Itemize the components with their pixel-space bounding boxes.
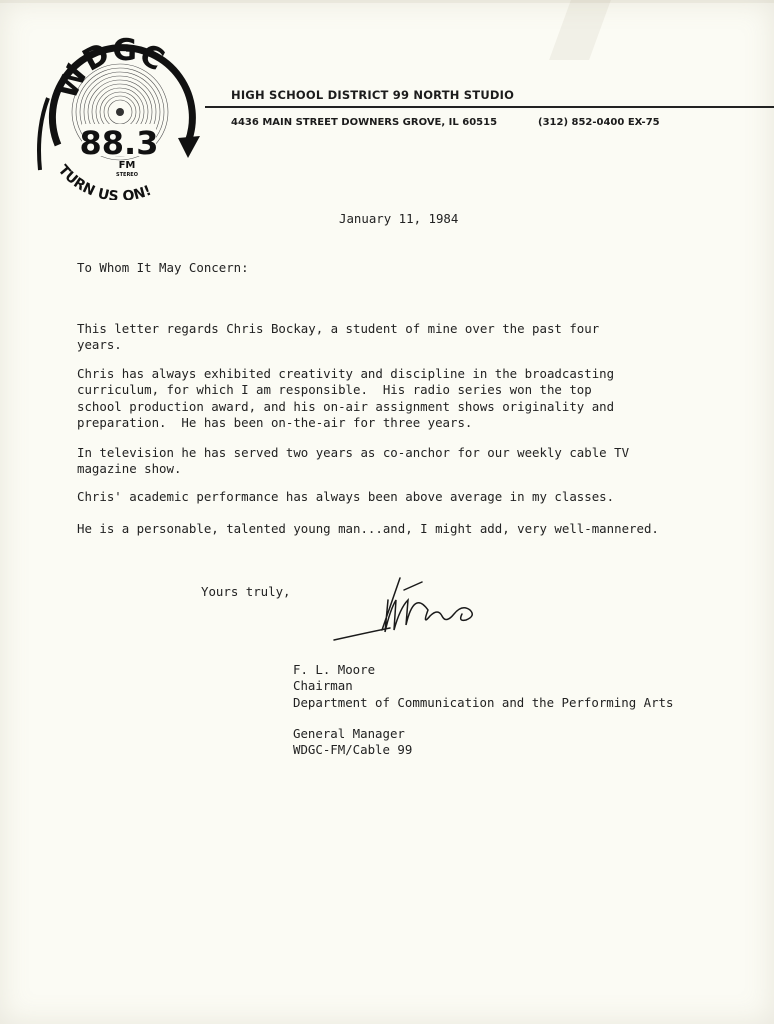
logo-call-letters: WDGC — [49, 32, 170, 105]
letter-salutation: To Whom It May Concern: — [77, 260, 249, 275]
svg-text:WDGC — [49, 33, 170, 105]
signer-name: F. L. Moore — [293, 662, 376, 677]
signer-block — [293, 662, 673, 711]
letter-closing: Yours truly, — [201, 584, 291, 599]
logo-ring-left — [39, 98, 48, 170]
handwritten-signature — [330, 570, 490, 670]
paper-crease — [549, 0, 611, 60]
station-logo — [28, 20, 208, 200]
logo-slogan: TURN US ON! — [54, 162, 154, 200]
record-spindle — [116, 108, 124, 116]
letter-paragraph: Chris' academic performance has always been above average in my classes. — [77, 489, 615, 504]
signer-title-2: General Manager — [293, 726, 405, 741]
letterhead-rule — [205, 106, 774, 108]
svg-text:TURN US ON! — [55, 162, 154, 200]
letterhead-organization: HIGH SCHOOL DISTRICT 99 NORTH STUDIO — [231, 88, 515, 102]
arrow-icon — [178, 136, 200, 158]
logo-stereo: STEREO — [116, 172, 138, 178]
letterhead-address: 4436 MAIN STREET DOWNERS GROVE, IL 60515 — [231, 117, 498, 128]
letterhead-phone: (312) 852-0400 EX-75 — [538, 117, 660, 128]
letter-paragraph: He is a personable, talented young man...and, I might add, very well-mannered. — [77, 521, 659, 536]
letter-paragraph: Chris has always exhibited creativity and discipline in the broadcasting curriculum, for which I am responsible. His radio series won the top school production award, and his on-air assignment shows originality and preparation. He has been on-the-air for three years. — [77, 366, 615, 431]
logo-frequency: 88.3 — [79, 124, 159, 162]
letter-date: January 11, 1984 — [339, 211, 459, 226]
signer-title: Chairman — [293, 678, 353, 694]
letter-paragraph: This letter regards Chris Bockay, a student of mine over the past four years. — [77, 321, 600, 353]
paper-edge — [0, 0, 774, 3]
logo-band: FM — [118, 160, 136, 171]
letter-paragraph: In television he has served two years as co-anchor for our weekly cable TV magazine show. — [77, 445, 630, 477]
signer-station: WDGC-FM/Cable 99 — [293, 742, 413, 758]
signer-block-2 — [293, 726, 412, 759]
signer-department: Department of Communication and the Performing Arts — [293, 694, 674, 710]
